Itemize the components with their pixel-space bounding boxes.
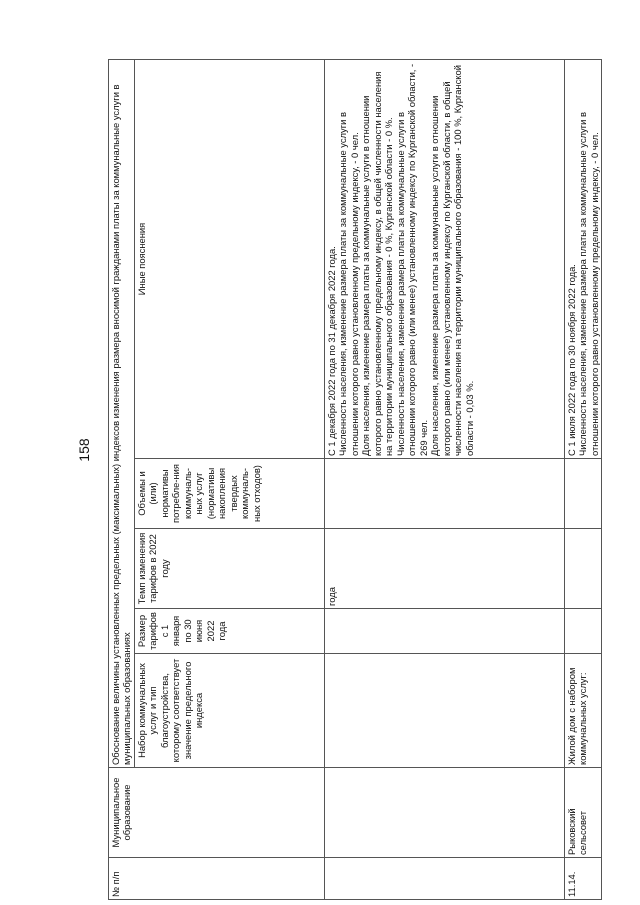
row-municipality: [324, 768, 564, 858]
row-service-set: [324, 654, 564, 768]
header-row-1: [109, 59, 135, 899]
header-num: № п/п: [109, 858, 325, 900]
page-number: 158: [76, 438, 92, 462]
row-volumes: [324, 459, 564, 529]
row-num: 11.14.: [564, 858, 601, 900]
table-row: [564, 59, 601, 899]
rotated-table-container: [108, 60, 608, 900]
row-tariff-size: [324, 609, 564, 654]
row-tariff-rate: года: [324, 529, 564, 609]
justification-table: [108, 59, 602, 900]
row-num: [324, 858, 564, 900]
table-row: [324, 59, 564, 899]
row-other: С 1 июля 2022 года по 30 ноября 2022 года. Численность населения, изменение размера платы за коммунальные услуги в отношении которого равно установленному предельному индексу, - 0 чел.: [564, 59, 601, 458]
row-volumes: [564, 459, 601, 529]
row-service-set: Жилой дом с набором коммунальных услуг:: [564, 654, 601, 768]
header-municipality: Муниципальное образование: [109, 768, 325, 858]
header-service-set: Набор коммунальных услуг и тип благоустройства, которому соответствует значение предельного индекса: [134, 654, 324, 768]
row-other: С 1 декабря 2022 года по 31 декабря 2022 года. Численность населения, изменение размера платы за коммунальные услуги в отношении которого равно установленному предельному индексу, - 0 чел. Доля населения, изменение размера платы за коммунальные услуги в отношении которого равно установленному предельному индексу, в общей численности населения на территории муниципального образования - 0 %, Курганской области - 0 %. Численность населения, изменение размера платы за коммунальные услуги в отношении которого равно (или менее) установленному индексу по Курганской области, - 269 чел. Доля населения, изменение размера платы за коммунальные услуги в отношении которого равно (или менее) установленному индексу по Курганской области, в общей численности населения на территории муниципального образования - 100 %, Курганской области - 0,03 %.: [324, 59, 564, 458]
row-municipality: Рыковский сельсовет: [564, 768, 601, 858]
header-volumes: Объемы и (или) нормативы потребле-ния коммуналь-ных услуг (нормативы накопления твердых коммуналь-ных отходов): [134, 459, 324, 529]
header-tariff-rate: Темп изменения тарифов в 2022 году: [134, 529, 324, 609]
header-other: Иные пояснения: [134, 59, 324, 458]
header-group: Обоснование величины установленных предельных (максимальных) индексов изменения размера вносимой гражданами платы за коммунальные услуги в муниципальных образованиях: [109, 59, 135, 767]
row-tariff-size: [564, 609, 601, 654]
row-tariff-rate: [564, 529, 601, 609]
header-tariff-size: Размер тарифов с 1 января по 30 июня 2022 года: [134, 609, 324, 654]
